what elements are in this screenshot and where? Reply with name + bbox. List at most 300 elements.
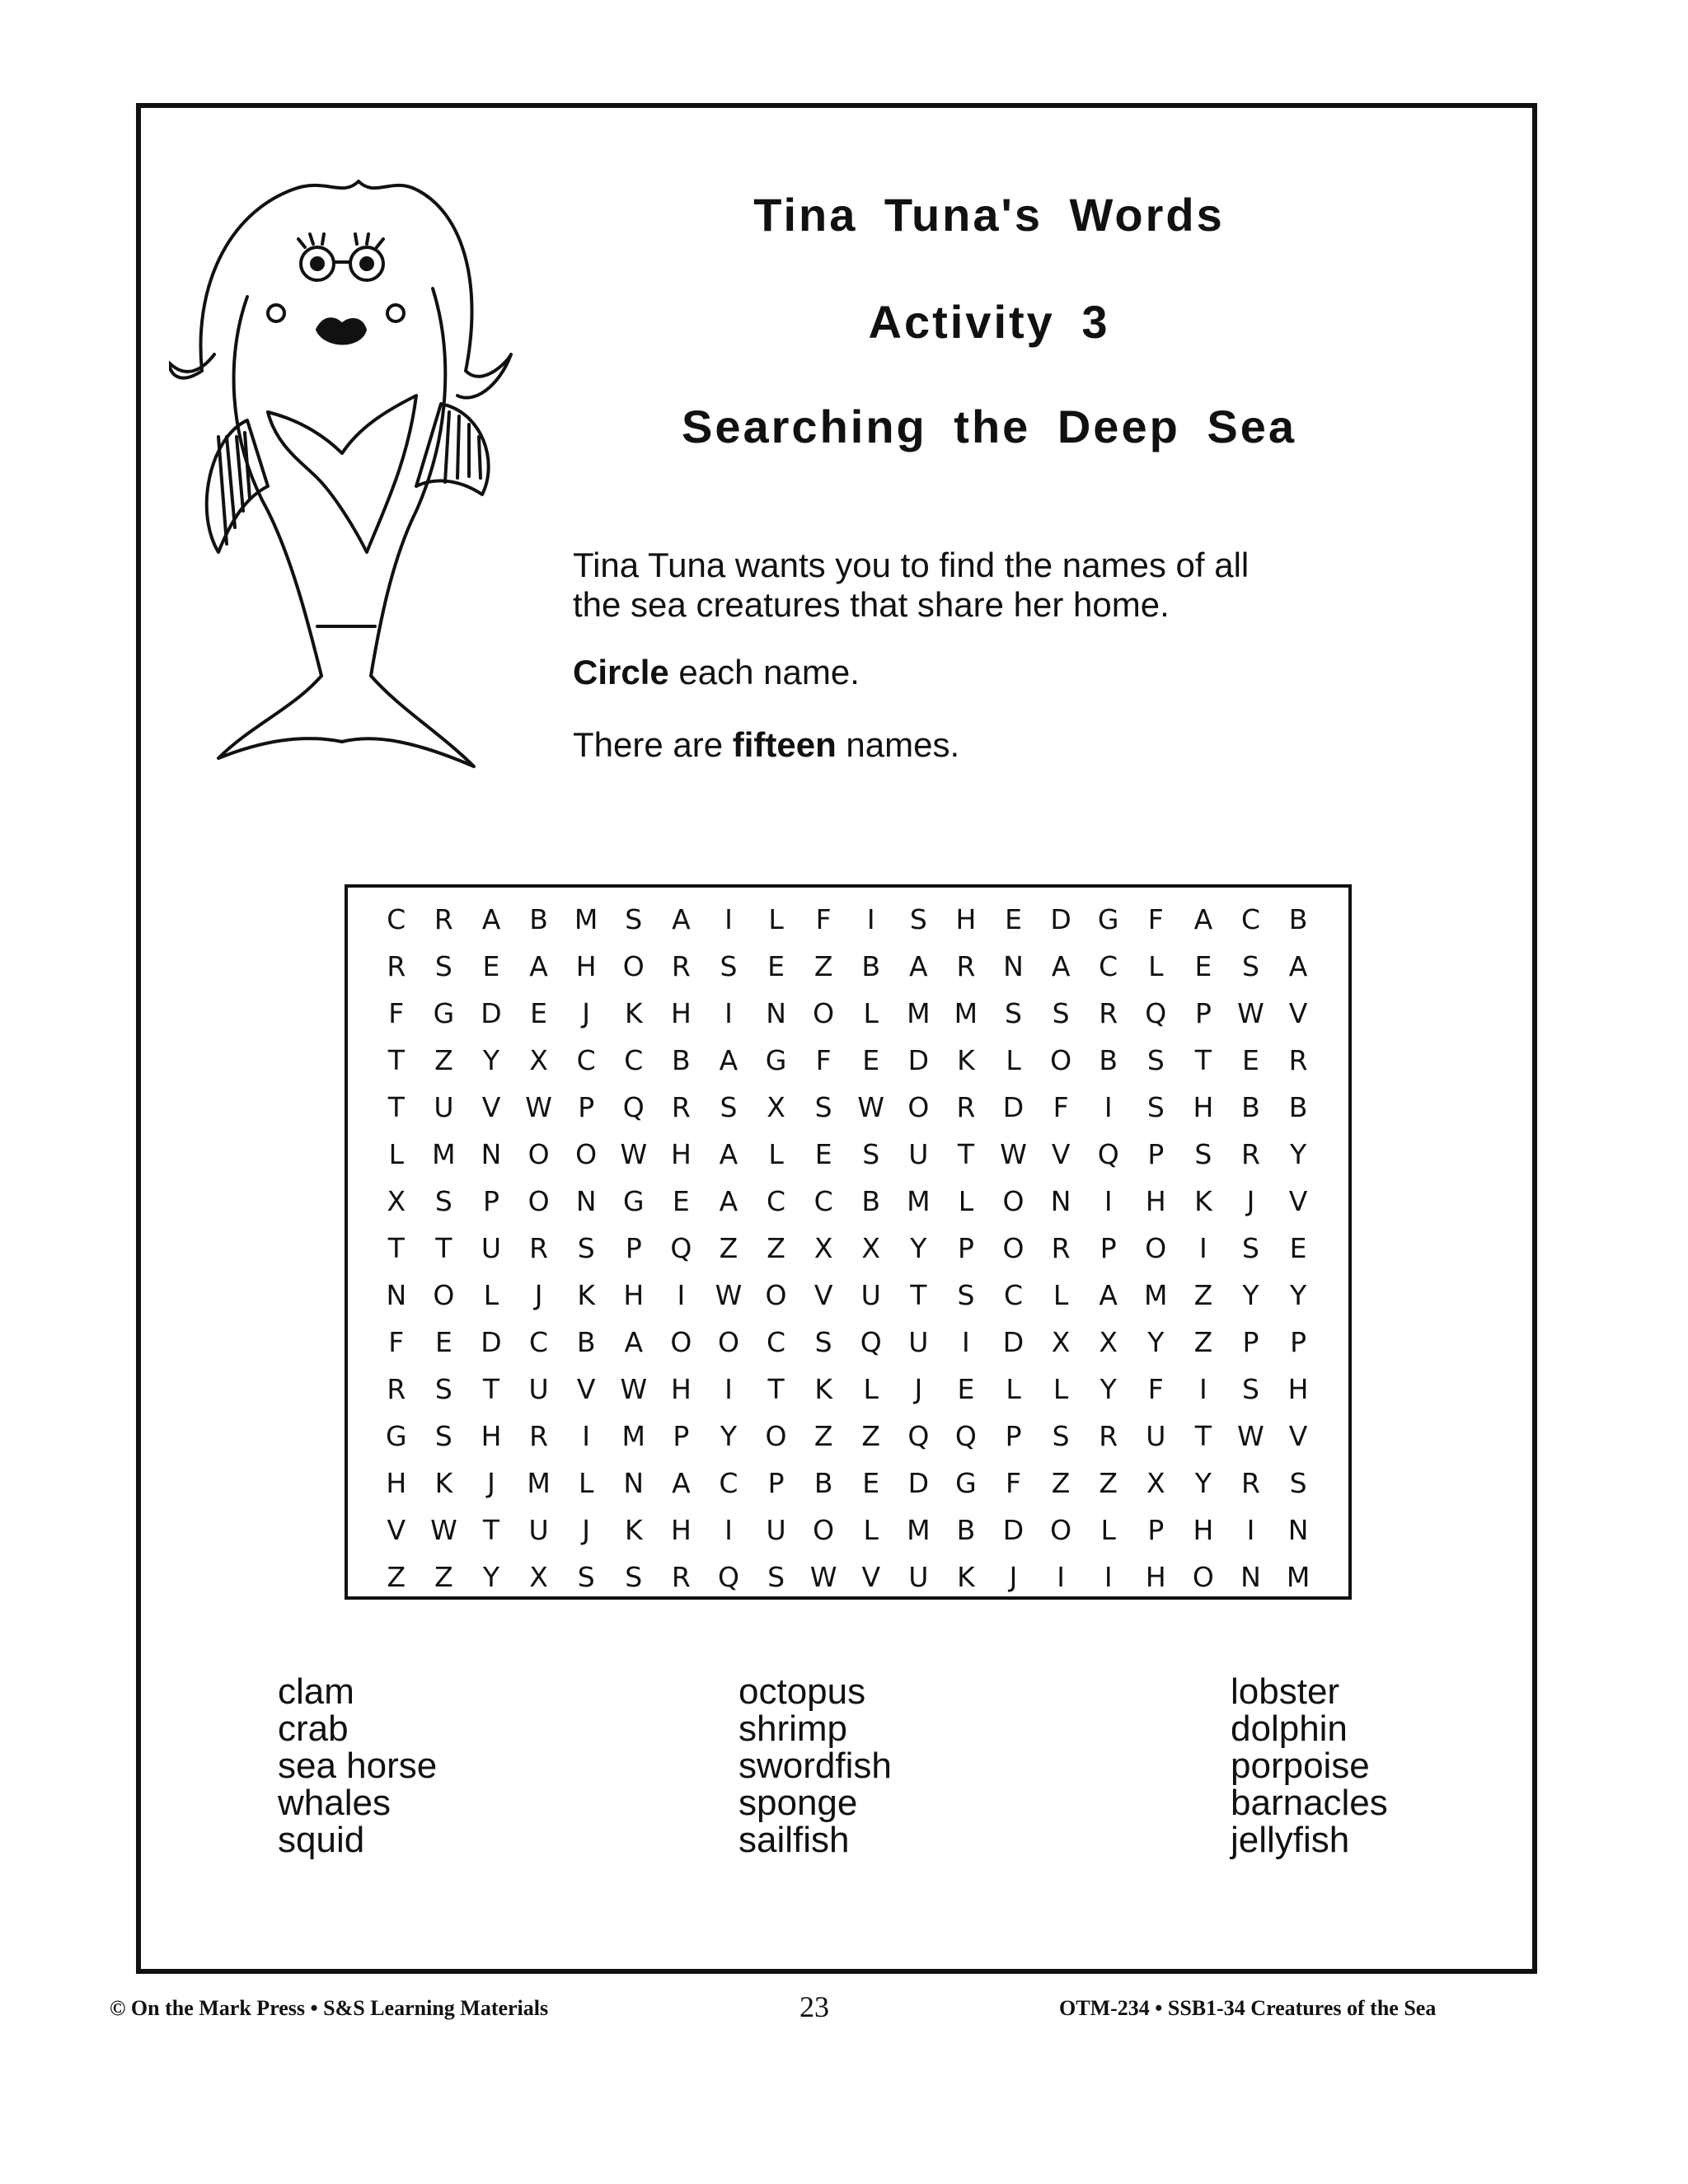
grid-letter: L bbox=[1006, 1373, 1021, 1405]
grid-letter: T bbox=[1194, 1420, 1212, 1452]
grid-letter: H bbox=[386, 1467, 407, 1499]
grid-letter: V bbox=[576, 1373, 596, 1405]
grid-letter: R bbox=[387, 1373, 406, 1405]
grid-letter: S bbox=[909, 903, 927, 935]
grid-letter: Q bbox=[717, 1561, 739, 1593]
grid-letter: P bbox=[767, 1467, 785, 1499]
grid-letter: H bbox=[670, 1514, 692, 1546]
grid-letter: Y bbox=[910, 1232, 927, 1264]
grid-letter: Z bbox=[434, 1044, 453, 1076]
grid-letter: L bbox=[768, 1138, 784, 1170]
grid-letter: H bbox=[1145, 1185, 1166, 1217]
grid-letter: E bbox=[862, 1467, 880, 1499]
grid-letter: S bbox=[1146, 1044, 1165, 1076]
grid-letter: O bbox=[670, 1326, 692, 1358]
count-instruction bbox=[573, 725, 1397, 765]
grid-letter: P bbox=[673, 1420, 690, 1452]
grid-letter: R bbox=[1051, 1232, 1071, 1264]
grid-letter: B bbox=[672, 1044, 691, 1076]
grid-letter: H bbox=[1287, 1373, 1309, 1405]
grid-letter: K bbox=[624, 997, 643, 1029]
activity-label: Activity 3 bbox=[868, 296, 1110, 348]
grid-letter: R bbox=[1099, 1420, 1118, 1452]
grid-letter: A bbox=[672, 1467, 691, 1499]
grid-letter: E bbox=[434, 1326, 452, 1358]
grid-letter: I bbox=[1246, 1514, 1255, 1546]
grid-letter: W bbox=[430, 1514, 457, 1546]
grid-letter: O bbox=[1002, 1232, 1025, 1264]
grid-letter: M bbox=[954, 997, 978, 1029]
intro-line-1: Tina Tuna wants you to find the names of all bbox=[573, 546, 1250, 584]
grid-letter: A bbox=[1193, 903, 1213, 935]
grid-letter: R bbox=[529, 1420, 549, 1452]
grid-letter: S bbox=[577, 1232, 595, 1264]
tuna-mascot-illustration bbox=[169, 165, 523, 775]
grid-letter: Y bbox=[482, 1044, 500, 1076]
grid-letter: A bbox=[719, 1185, 738, 1217]
grid-letter: R bbox=[1099, 997, 1118, 1029]
grid-letter: O bbox=[528, 1185, 550, 1217]
grid-letter: S bbox=[814, 1326, 832, 1358]
grid-letter: V bbox=[1051, 1138, 1071, 1170]
grid-letter: X bbox=[387, 1185, 406, 1217]
grid-letter: R bbox=[956, 950, 976, 982]
grid-letter: C bbox=[387, 903, 406, 935]
count-number: fifteen bbox=[732, 725, 837, 764]
grid-letter: L bbox=[1053, 1279, 1069, 1311]
grid-letter: A bbox=[719, 1044, 738, 1076]
grid-letter: M bbox=[432, 1138, 456, 1170]
grid-letter: K bbox=[577, 1279, 595, 1311]
grid-letter: B bbox=[1288, 903, 1308, 935]
word-list-item: porpoise bbox=[1231, 1746, 1370, 1786]
grid-letter: P bbox=[1194, 997, 1212, 1029]
grid-letter: M bbox=[527, 1467, 551, 1499]
grid-letter: T bbox=[482, 1373, 500, 1405]
grid-letter: R bbox=[671, 950, 691, 982]
grid-letter: S bbox=[625, 903, 643, 935]
grid-letter: H bbox=[481, 1420, 502, 1452]
footer-series: OTM-234 • SSB1-34 Creatures of the Sea bbox=[1059, 1996, 1437, 2020]
grid-letter: E bbox=[862, 1044, 880, 1076]
grid-letter: O bbox=[1050, 1044, 1072, 1076]
word-list-item: octopus bbox=[738, 1671, 866, 1712]
grid-letter: X bbox=[1051, 1326, 1071, 1358]
grid-letter: Z bbox=[1099, 1467, 1118, 1499]
grid-letter: E bbox=[1242, 1044, 1259, 1076]
grid-letter: W bbox=[620, 1138, 648, 1170]
grid-letter: M bbox=[621, 1420, 645, 1452]
grid-letter: A bbox=[1288, 950, 1308, 982]
word-list-item: swordfish bbox=[738, 1746, 892, 1786]
word-list-item: clam bbox=[278, 1671, 354, 1712]
grid-letter: N bbox=[575, 1185, 597, 1217]
grid-letter: H bbox=[670, 1138, 692, 1170]
grid-letter: V bbox=[1288, 1185, 1308, 1217]
grid-letter: V bbox=[1288, 1420, 1308, 1452]
grid-letter: C bbox=[814, 1185, 833, 1217]
grid-letter: I bbox=[724, 1373, 733, 1405]
grid-letter: J bbox=[914, 1373, 923, 1405]
grid-letter: F bbox=[388, 997, 405, 1029]
word-list-item: squid bbox=[278, 1820, 365, 1860]
grid-letter: Q bbox=[622, 1091, 645, 1123]
grid-letter: S bbox=[720, 950, 738, 982]
word-list-item: sponge bbox=[738, 1783, 858, 1823]
grid-letter: C bbox=[767, 1185, 786, 1217]
grid-letter: T bbox=[1194, 1044, 1212, 1076]
grid-letter: Q bbox=[670, 1232, 692, 1264]
grid-letter: M bbox=[574, 903, 598, 935]
grid-letter: L bbox=[578, 1467, 594, 1499]
grid-letter: O bbox=[1192, 1561, 1214, 1593]
grid-letter: Y bbox=[720, 1420, 738, 1452]
grid-letter: S bbox=[814, 1091, 832, 1123]
grid-letter: G bbox=[622, 1185, 645, 1217]
grid-letter: S bbox=[1289, 1467, 1307, 1499]
word-search-grid bbox=[373, 896, 1322, 1601]
grid-letter: Z bbox=[1051, 1467, 1071, 1499]
grid-letter: Z bbox=[719, 1232, 738, 1264]
grid-letter: K bbox=[434, 1467, 453, 1499]
grid-letter: Z bbox=[387, 1561, 406, 1593]
grid-letter: D bbox=[1002, 1514, 1025, 1546]
grid-letter: V bbox=[387, 1514, 406, 1546]
grid-letter: K bbox=[957, 1561, 975, 1593]
grid-letter: L bbox=[1053, 1373, 1069, 1405]
grid-letter: H bbox=[670, 1373, 692, 1405]
grid-letter: D bbox=[1050, 903, 1071, 935]
grid-letter: X bbox=[861, 1232, 881, 1264]
grid-letter: B bbox=[1241, 1091, 1260, 1123]
grid-letter: R bbox=[1288, 1044, 1308, 1076]
grid-letter: P bbox=[578, 1091, 595, 1123]
page-number: 23 bbox=[799, 1990, 829, 2023]
count-post: names. bbox=[836, 725, 960, 764]
word-list-item: dolphin bbox=[1231, 1708, 1348, 1749]
grid-letter: H bbox=[1193, 1514, 1214, 1546]
word-list-item: sea horse bbox=[278, 1746, 438, 1786]
grid-letter: B bbox=[814, 1467, 833, 1499]
word-list-item: lobster bbox=[1231, 1671, 1340, 1712]
grid-letter: W bbox=[1237, 1420, 1264, 1452]
grid-letter: F bbox=[815, 903, 832, 935]
grid-letter: E bbox=[1194, 950, 1212, 982]
word-list-column-1 bbox=[278, 1673, 437, 1858]
grid-letter: J bbox=[1009, 1561, 1018, 1593]
grid-letter: H bbox=[623, 1279, 645, 1311]
grid-letter: U bbox=[481, 1232, 502, 1264]
grid-letter: H bbox=[1145, 1561, 1166, 1593]
grid-letter: Q bbox=[1145, 997, 1167, 1029]
grid-letter: A bbox=[1051, 950, 1071, 982]
grid-letter: H bbox=[575, 950, 597, 982]
grid-letter: H bbox=[670, 997, 692, 1029]
grid-letter: L bbox=[1148, 950, 1164, 982]
grid-letter: P bbox=[1005, 1420, 1022, 1452]
grid-letter: G bbox=[433, 997, 455, 1029]
grid-letter: Y bbox=[1289, 1279, 1307, 1311]
grid-letter: U bbox=[528, 1373, 549, 1405]
word-list-item: barnacles bbox=[1231, 1783, 1388, 1823]
grid-letter: L bbox=[863, 997, 879, 1029]
grid-letter: S bbox=[1242, 1373, 1259, 1405]
grid-letter: N bbox=[1240, 1561, 1261, 1593]
grid-letter: Y bbox=[1194, 1467, 1212, 1499]
grid-letter: Z bbox=[767, 1232, 785, 1264]
grid-letter: A bbox=[529, 950, 548, 982]
grid-letter: E bbox=[1005, 903, 1022, 935]
grid-letter: N bbox=[766, 997, 786, 1029]
grid-letter: L bbox=[1100, 1514, 1116, 1546]
grid-letter: J bbox=[487, 1467, 495, 1499]
grid-letter: S bbox=[1052, 997, 1070, 1029]
grid-letter: E bbox=[530, 997, 547, 1029]
grid-letter: X bbox=[814, 1232, 833, 1264]
grid-letter: S bbox=[1052, 1420, 1070, 1452]
grid-letter: P bbox=[1242, 1326, 1259, 1358]
grid-letter: I bbox=[724, 903, 733, 935]
grid-letter: S bbox=[1146, 1091, 1165, 1123]
grid-letter: O bbox=[765, 1279, 787, 1311]
grid-letter: I bbox=[724, 1514, 733, 1546]
grid-letter: T bbox=[435, 1232, 452, 1264]
grid-letter: B bbox=[1099, 1044, 1118, 1076]
grid-letter: U bbox=[1146, 1420, 1166, 1452]
grid-letter: O bbox=[1002, 1185, 1025, 1217]
grid-letter: T bbox=[387, 1091, 405, 1123]
grid-letter: Q bbox=[860, 1326, 882, 1358]
count-pre: There are bbox=[573, 725, 733, 764]
grid-letter: L bbox=[388, 1138, 404, 1170]
grid-letter: A bbox=[481, 903, 501, 935]
grid-letter: I bbox=[1199, 1232, 1207, 1264]
grid-letter: I bbox=[1057, 1561, 1065, 1593]
grid-letter: A bbox=[1099, 1279, 1118, 1311]
grid-letter: V bbox=[814, 1279, 833, 1311]
grid-letter: U bbox=[860, 1279, 881, 1311]
grid-letter: T bbox=[387, 1232, 405, 1264]
grid-letter: S bbox=[1194, 1138, 1212, 1170]
grid-letter: L bbox=[863, 1373, 879, 1405]
grid-letter: R bbox=[1241, 1467, 1260, 1499]
grid-letter: P bbox=[483, 1185, 499, 1217]
grid-letter: U bbox=[908, 1561, 929, 1593]
word-list-item: shrimp bbox=[738, 1708, 848, 1749]
grid-letter: X bbox=[529, 1044, 548, 1076]
grid-letter: T bbox=[482, 1514, 500, 1546]
grid-letter: F bbox=[1147, 903, 1164, 935]
grid-letter: S bbox=[625, 1561, 643, 1593]
circle-word: Circle bbox=[573, 653, 669, 691]
grid-letter: Y bbox=[1100, 1373, 1117, 1405]
grid-letter: O bbox=[1145, 1232, 1167, 1264]
grid-letter: S bbox=[957, 1279, 975, 1311]
grid-letter: N bbox=[481, 1138, 502, 1170]
grid-letter: S bbox=[720, 1091, 738, 1123]
grid-letter: T bbox=[957, 1138, 974, 1170]
grid-letter: L bbox=[1006, 1044, 1021, 1076]
grid-letter: U bbox=[908, 1326, 929, 1358]
grid-letter: J bbox=[582, 1514, 591, 1546]
grid-letter: B bbox=[956, 1514, 976, 1546]
grid-letter: L bbox=[863, 1514, 879, 1546]
grid-letter: B bbox=[529, 903, 548, 935]
grid-letter: S bbox=[434, 1373, 452, 1405]
grid-letter: R bbox=[529, 1232, 549, 1264]
grid-letter: B bbox=[861, 950, 881, 982]
grid-letter: L bbox=[958, 1185, 974, 1217]
grid-letter: Q bbox=[907, 1420, 930, 1452]
grid-letter: S bbox=[1005, 997, 1022, 1029]
grid-letter: D bbox=[481, 1326, 502, 1358]
grid-letter: S bbox=[434, 950, 452, 982]
grid-letter: K bbox=[814, 1373, 832, 1405]
circle-rest: each name. bbox=[668, 653, 860, 691]
grid-letter: J bbox=[1246, 1185, 1255, 1217]
grid-letter: N bbox=[386, 1279, 407, 1311]
word-list-column-3 bbox=[1231, 1673, 1388, 1858]
grid-letter: V bbox=[1288, 997, 1308, 1029]
grid-letter: F bbox=[388, 1326, 405, 1358]
grid-letter: P bbox=[957, 1232, 974, 1264]
grid-letter: S bbox=[1242, 950, 1259, 982]
grid-letter: S bbox=[577, 1561, 595, 1593]
grid-letter: J bbox=[534, 1279, 543, 1311]
grid-letter: V bbox=[481, 1091, 501, 1123]
grid-letter: Y bbox=[482, 1561, 500, 1593]
grid-letter: O bbox=[1050, 1514, 1072, 1546]
footer-publisher: © On the Mark Press • S&S Learning Materials bbox=[110, 1996, 549, 2020]
grid-letter: X bbox=[1099, 1326, 1118, 1358]
grid-letter: O bbox=[765, 1420, 787, 1452]
grid-letter: L bbox=[768, 903, 784, 935]
grid-letter: I bbox=[962, 1326, 970, 1358]
grid-letter: H bbox=[1193, 1091, 1214, 1123]
grid-letter: I bbox=[677, 1279, 686, 1311]
grid-letter: Z bbox=[861, 1420, 881, 1452]
grid-letter: E bbox=[672, 1185, 690, 1217]
grid-letter: X bbox=[1146, 1467, 1165, 1499]
grid-letter: V bbox=[861, 1561, 881, 1593]
grid-letter: P bbox=[625, 1232, 642, 1264]
word-list-item: jellyfish bbox=[1231, 1820, 1350, 1860]
grid-letter: C bbox=[624, 1044, 644, 1076]
grid-letter: Y bbox=[1242, 1279, 1259, 1311]
grid-letter: F bbox=[815, 1044, 832, 1076]
grid-letter: W bbox=[857, 1091, 885, 1123]
grid-letter: C bbox=[719, 1467, 738, 1499]
grid-letter: D bbox=[481, 997, 502, 1029]
intro-text bbox=[573, 546, 1397, 625]
grid-letter: P bbox=[1147, 1138, 1165, 1170]
grid-letter: O bbox=[813, 997, 835, 1029]
grid-letter: C bbox=[1240, 903, 1260, 935]
intro-line-2: the sea creatures that share her home. bbox=[573, 585, 1170, 624]
grid-letter: Q bbox=[1097, 1138, 1119, 1170]
grid-letter: O bbox=[528, 1138, 550, 1170]
grid-letter: F bbox=[1006, 1467, 1021, 1499]
grid-letter: I bbox=[1104, 1091, 1113, 1123]
grid-letter: H bbox=[955, 903, 977, 935]
grid-letter: U bbox=[908, 1138, 929, 1170]
grid-letter: W bbox=[1000, 1138, 1027, 1170]
grid-letter: R bbox=[671, 1091, 691, 1123]
grid-letter: C bbox=[1003, 1279, 1024, 1311]
grid-letter: B bbox=[1288, 1091, 1308, 1123]
grid-letter: X bbox=[529, 1561, 548, 1593]
grid-letter: R bbox=[434, 903, 453, 935]
word-list-item: crab bbox=[278, 1708, 349, 1749]
grid-letter: J bbox=[582, 997, 591, 1029]
grid-letter: B bbox=[576, 1326, 596, 1358]
grid-letter: Z bbox=[1193, 1279, 1213, 1311]
grid-letter: A bbox=[909, 950, 928, 982]
grid-letter: U bbox=[766, 1514, 786, 1546]
grid-letter: S bbox=[434, 1185, 452, 1217]
grid-letter: M bbox=[1144, 1279, 1168, 1311]
grid-letter: Z bbox=[1193, 1326, 1213, 1358]
grid-letter: A bbox=[719, 1138, 738, 1170]
grid-letter: P bbox=[1290, 1326, 1307, 1358]
grid-letter: N bbox=[1003, 950, 1024, 982]
grid-letter: C bbox=[1099, 950, 1118, 982]
grid-letter: S bbox=[767, 1561, 785, 1593]
grid-letter: E bbox=[767, 950, 785, 982]
grid-letter: M bbox=[907, 1185, 931, 1217]
grid-letter: O bbox=[717, 1326, 739, 1358]
grid-letter: F bbox=[1147, 1373, 1164, 1405]
grid-letter: I bbox=[724, 997, 733, 1029]
word-list-item: whales bbox=[278, 1783, 391, 1823]
grid-letter: U bbox=[528, 1514, 549, 1546]
grid-letter: P bbox=[1100, 1232, 1117, 1264]
grid-letter: X bbox=[767, 1091, 785, 1123]
grid-letter: Z bbox=[434, 1561, 453, 1593]
circle-instruction bbox=[573, 653, 1397, 692]
grid-letter: Z bbox=[814, 950, 833, 982]
grid-letter: M bbox=[907, 1514, 931, 1546]
grid-letter: S bbox=[862, 1138, 880, 1170]
grid-letter: T bbox=[767, 1373, 785, 1405]
grid-letter: I bbox=[1104, 1561, 1113, 1593]
grid-letter: C bbox=[576, 1044, 596, 1076]
word-list-item: sailfish bbox=[738, 1820, 850, 1860]
grid-letter: K bbox=[1194, 1185, 1212, 1217]
grid-letter: D bbox=[907, 1044, 930, 1076]
grid-letter: K bbox=[957, 1044, 975, 1076]
grid-letter: L bbox=[483, 1279, 499, 1311]
grid-letter: N bbox=[1050, 1185, 1071, 1217]
grid-letter: E bbox=[814, 1138, 832, 1170]
grid-letter: T bbox=[910, 1279, 927, 1311]
grid-letter: Y bbox=[1147, 1326, 1165, 1358]
grid-letter: E bbox=[957, 1373, 975, 1405]
grid-letter: S bbox=[1242, 1232, 1259, 1264]
grid-letter: O bbox=[433, 1279, 455, 1311]
grid-letter: A bbox=[624, 1326, 644, 1358]
grid-letter: K bbox=[624, 1514, 643, 1546]
grid-letter: O bbox=[575, 1138, 598, 1170]
grid-letter: I bbox=[1104, 1185, 1113, 1217]
grid-letter: I bbox=[1199, 1373, 1207, 1405]
grid-letter: O bbox=[907, 1091, 930, 1123]
grid-letter: I bbox=[866, 903, 875, 935]
grid-letter: D bbox=[1002, 1326, 1025, 1358]
grid-letter: R bbox=[387, 950, 406, 982]
grid-letter: W bbox=[1237, 997, 1264, 1029]
word-search-box bbox=[345, 884, 1352, 1600]
